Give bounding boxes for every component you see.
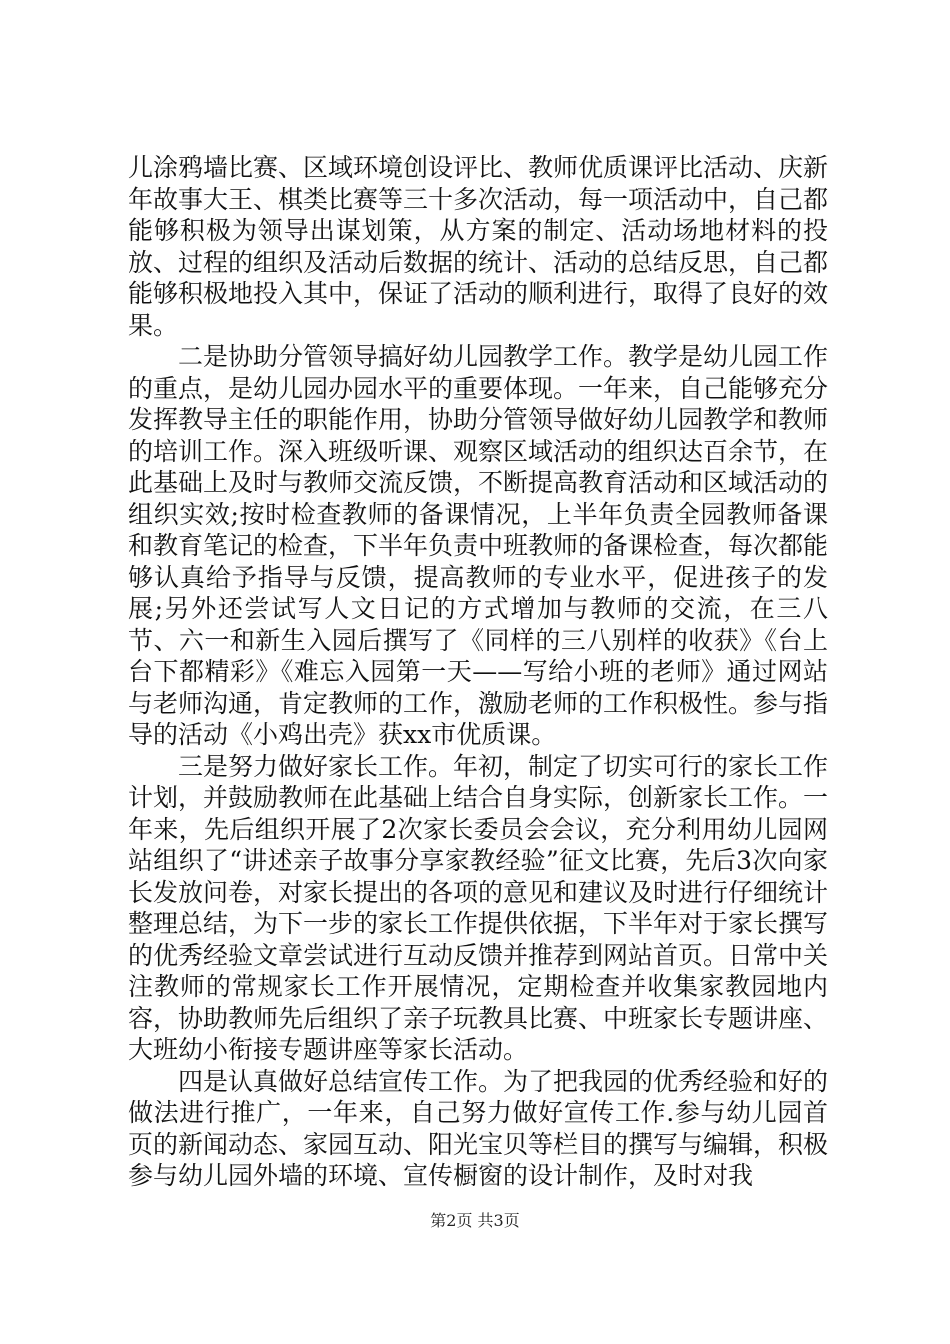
paragraph-1: 儿涂鸦墙比赛、区域环境创设评比、教师优质课评比活动、庆新年故事大王、棋类比赛等三十多次活动，每一项活动中，自己都能够积极为领导出谋划策，从方案的制定、活动场地材料的投放、过程的组织及活动后数据的统计、活动的总结反思，自己都能够积极地投入其中，保证了活动的顺利进行，取得了良好的效果。 bbox=[128, 153, 829, 340]
paragraph-2: 二是协助分管领导搞好幼儿园教学工作。教学是幼儿园工作的重点，是幼儿园办园水平的重要体现。一年来，自己能够充分发挥教导主任的职能作用，协助分管领导做好幼儿园教学和教师的培训工作。深入班级听课、观察区域活动的组织达百余节，在此基础上及时与教师交流反馈，不断提高教育活动和区域活动的组织实效;按时检查教师的备课情况，上半年负责全园教师备课和教育笔记的检查，下半年负责中班教师的备课检查，每次都能够认真给予指导与反馈，提高教师的专业水平，促进孩子的发展;另外还尝试写人文日记的方式增加与教师的交流，在三八节、六一和新生入园后撰写了《同样的三八别样的收获》《台上台下都精彩》《难忘入园第一天——写给小班的老师》通过网站与老师沟通，肯定教师的工作，激励老师的工作积极性。参与指导的活动《小鸡出壳》获xx市优质课。 bbox=[128, 342, 829, 749]
paragraph-4: 四是认真做好总结宣传工作。为了把我园的优秀经验和好的做法进行推广，一年来，自己努力做好宣传工作.参与幼儿园首页的新闻动态、家园互动、阳光宝贝等栏目的撰写与编辑，积极参与幼儿园外墙的环境、宣传橱窗的设计制作，及时对我 bbox=[128, 1066, 829, 1190]
document-body bbox=[128, 152, 828, 1192]
paragraph-3: 三是努力做好家长工作。年初，制定了切实可行的家长工作计划，并鼓励教师在此基础上结合自身实际，创新家长工作。一年来，先后组织开展了2次家长委员会会议，充分利用幼儿园网站组织了“讲述亲子故事分享家教经验”征文比赛，先后3次向家长发放问卷，对家长提出的各项的意见和建议及时进行仔细统计整理总结，为下一步的家长工作提供依据，下半年对于家长撰写的优秀经验文章尝试进行互动反馈并推荐到网站首页。日常中关注教师的常规家长工作开展情况，定期检查并收集家教园地内容，协助教师先后组织了亲子玩教具比赛、中班家长专题讲座、大班幼小衔接专题讲座等家长活动。 bbox=[128, 751, 829, 1064]
page-number-label: 第2页 共3页 bbox=[430, 1211, 520, 1230]
page-footer bbox=[0, 1211, 950, 1231]
